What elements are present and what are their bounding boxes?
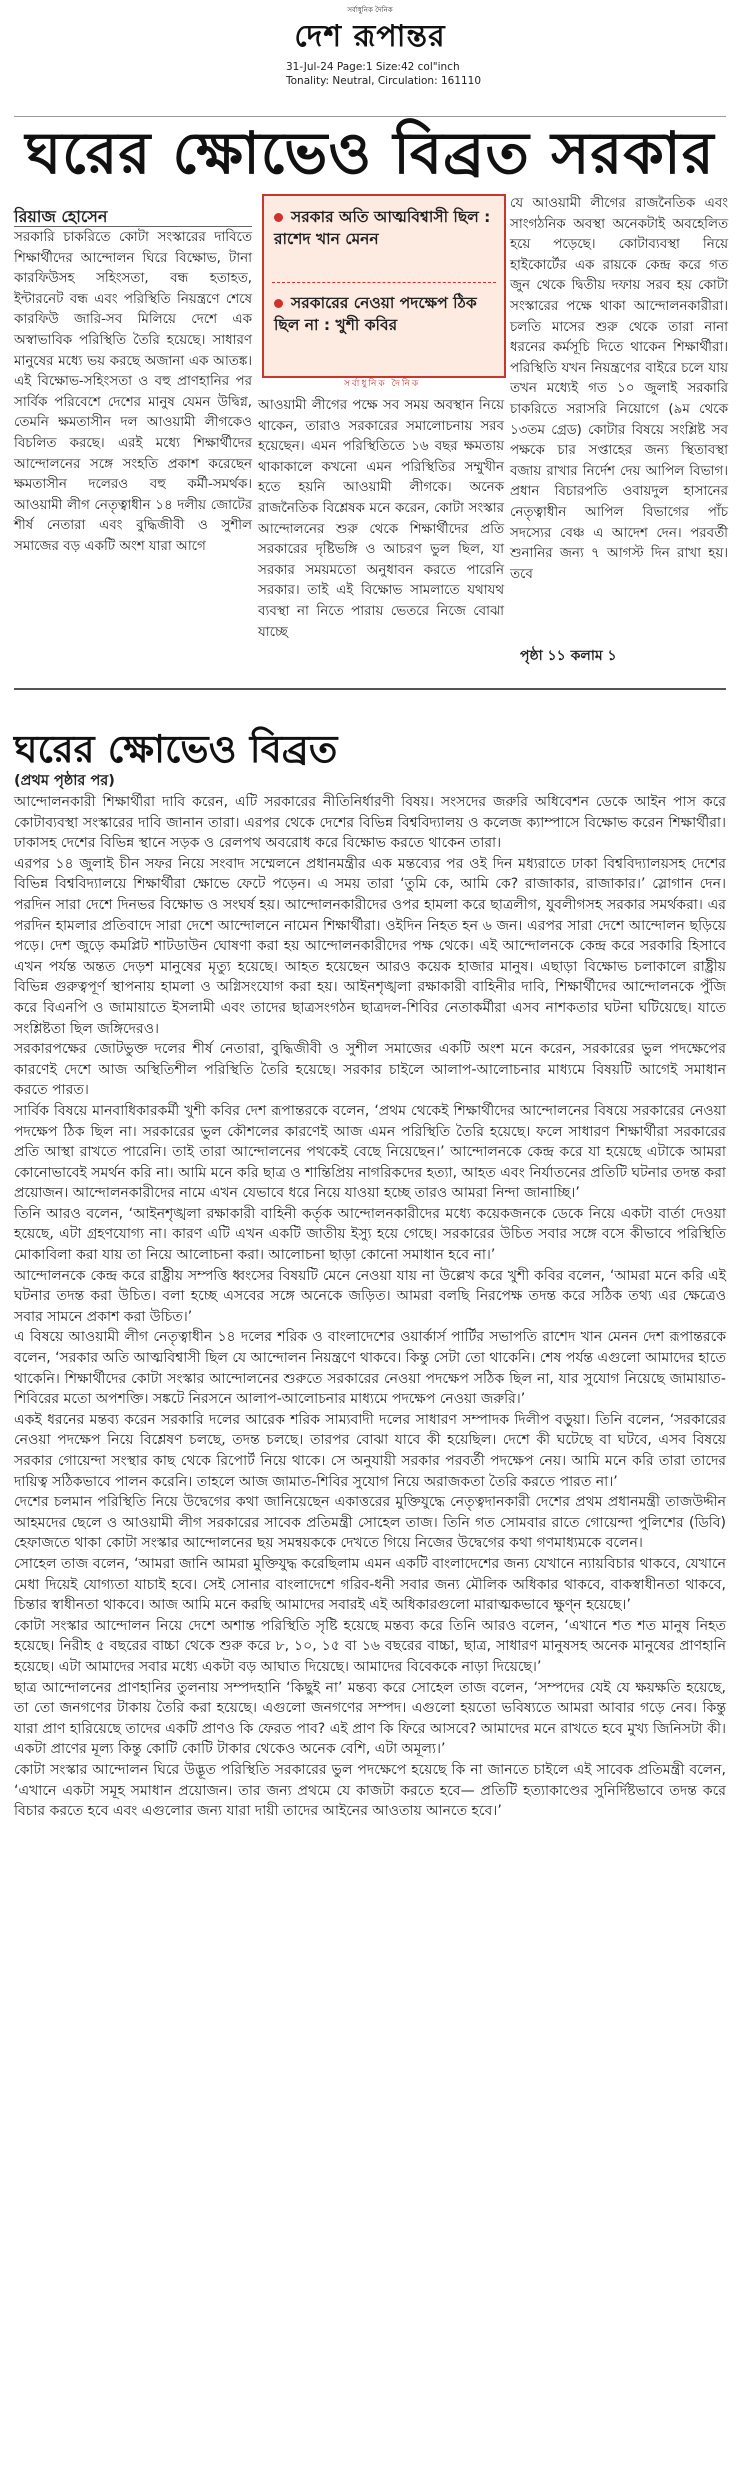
jump-headline: ঘরের ক্ষোভেও বিব্রত [14,727,338,771]
main-headline: ঘরের ক্ষোভেও বিব্রত সরকার [25,119,715,187]
masthead-tagline: সর্বাধুনিক দৈনিক [347,6,393,14]
article-column-3: যে আওয়ামী লীগের রাজনৈতিক এবং সাংগঠনিক অবস্থা অনেকটাই অবহেলিত হয়ে পড়েছে। কোটাব্যবস্থা নিয়ে হাইকোর্টের এক রায়কে কেন্দ্র করে গত জুন থেকে দ্বিতীয় দফায় সরব হয় কোটা সংস্কারের পক্ষে থাকা আন্দোলনকারীরা। চলতি মাসের শুরু থেকে তারা নানা ধরনের কর্মসূচি দিতে থাকেন শিক্ষার্থীরা। পরিস্থিতি যখন নিয়ন্ত্রণের বাইরে চলে যায় তখন মধ্যেই গত ১০ জুলাই সরকারি চাকরিতে সরাসরি নিয়োগে (৯ম থেকে ১৩তম গ্রেড) কোটার বিষয়ে সংশ্লিষ্ট সব পক্ষকে চার সপ্তাহের জন্য স্থিতাবস্থা বজায় রাখার নির্দেশ দেয় আপিল বিভাগ। প্রধান বিচারপতি ওবায়দুল হাসানের নেতৃত্বাধীন আপিল বিভাগের পাঁচ সদস্যের বেঞ্চ এ আদেশ দেন। পরবর্তী শুনানির জন্য ৭ আগস্ট দিন রাখা হয়। তবে [510,196,728,582]
jump-paragraph: ছাত্র আন্দোলনের প্রাণহানির তুলনায় সম্পদহানি ‘কিছুই না’ মন্তব্য করে সোহেল তাজ বলেন, ‘সম্পদের যেই যে ক্ষয়ক্ষতি হয়েছে, তা তো জনগণের টাকায় তৈরি করা হয়েছে। এগুলো জনগণের সম্পদ। এগুলো হয়তো ভবিষ্যতে আমরা আবার গড়ে নেব। কিন্তু যারা প্রাণ হারিয়েছে তাদের একটি প্রাণও কি ফেরত পাব? এই প্রাণ কি ফিরে আসবে? আমাদের মনে রাখতে হবে মুখ্য জিনিসটা কী। একটা প্রাণের মূল্য কিন্তু কোটি কোটি টাকার থেকেও অনেক বেশি, এটা অমূল্য।’ [14,1679,726,1758]
quote-divider [272,282,496,284]
jump-paragraph: আন্দোলনকারী শিক্ষার্থীরা দাবি করেন, এটি সরকারের নীতিনির্ধারণী বিষয়। সংসদের জরুরি অধিবেশন ডেকে আইন পাস করে কোটাব্যবস্থা সংস্কারের দাবি জানান তারা। এরপর থেকে দেশের বিভিন্ন বিশ্ববিদ্যালয় ও কলেজ ক্যাম্পাসে বিক্ষোভ করেন শিক্ষার্থীরা। ঢাকাসহ দেশের বিভিন্ন স্থানে সড়ক ও রেলপথ অবরোধ করে বিক্ষোভ করতে থাকেন তারা। [14,794,726,852]
jump-paragraph: তিনি আরও বলেন, ‘আইনশৃঙ্খলা রক্ষাকারী বাহিনী কর্তৃক আন্দোলনকারীদের মধ্যে কয়েকজনকে ডেকে নিয়ে একটা বার্তা দেওয়া হয়েছে, এটা গ্রহণযোগ্য না। কারণ এটি এখন একটি জাতীয় ইস্যু হয়ে গেছে। সরকারের উচিত সবার সঙ্গে বসে কীভাবে পরিস্থিতি মোকাবিলা করা যায় তা নিয়ে আলোচনা করা। আলোচনা ছাড়া কোনো সমাধান হবে না।’ [14,1205,726,1264]
byline: রিয়াজ হোসেন [14,207,108,226]
jump-body [14,792,726,1822]
jump-paragraph: এরপর ১৪ জুলাই চীন সফর নিয়ে সংবাদ সম্মেলনে প্রধানমন্ত্রীর এক মন্তব্যের পর ওই দিন মধ্যরাতে ঢাকা বিশ্ববিদ্যালয়সহ দেশের বিভিন্ন বিশ্ববিদ্যালয়ে শিক্ষার্থীরা ক্ষোভে ফেটে পড়েন। এ সময় তারা ‘তুমি কে, আমি কে? রাজাকার, রাজাকার।’ স্লোগান দেন। পরদিন সারা দেশে দিনভর বিক্ষোভ ও সংঘর্ষ হয়। আন্দোলনকারীদের ওপর হামলা করে ছাত্রলীগ, যুবলীগসহ সরকার সমর্থকরা। এর পরদিন হামলার প্রতিবাদে সারা দেশে আন্দোলনে নামেন শিক্ষার্থীরা। ওইদিন নিহত হন ৬ জন। এরপর সারা দেশে আন্দোলন ছড়িয়ে পড়ে। দেশ জুড়ে কমপ্লিট শাটডাউন ঘোষণা করা হয় আন্দোলনকারীদের পক্ষ থেকে। এই আন্দোলনকে কেন্দ্র করে সরকারি হিসাবে এখন পর্যন্ত অন্তত দেড়শ মানুষের মৃত্যু হয়েছে। আহত হয়েছেন আরও কয়েক হাজার মানুষ। এছাড়া বিক্ষোভ চলাকালে রাষ্ট্রীয় বিভিন্ন গুরুত্বপূর্ণ স্থাপনায় হামলা ও অগ্নিসংযোগ করা হয়। আইনশৃঙ্খলা রক্ষাকারী বাহিনীর দাবি, শিক্ষার্থীদের আন্দোলনকে পুঁজি করে বিএনপি ও জামায়াতে ইসলামী এবং তাদের ছাত্রসংগঠন ছাত্রদল-শিবির নেতাকর্মীরা এসব নাশকতার ঘটনা ঘটিয়েছে। যাতে সংশ্লিষ্টতা ছিল জঙ্গিদেরও। [14,855,726,1037]
jump-paragraph: আন্দোলনকে কেন্দ্র করে রাষ্ট্রীয় সম্পত্তি ধ্বংসের বিষয়টি মেনে নেওয়া যায় না উল্লেখ করে খুশী কবির বলেন, ‘আমরা মনে করি এই ঘটনার তদন্ত করা উচিত। বলা হচ্ছে এসবের সঙ্গে অনেকে জড়িত। আমরা বলছি নিরপেক্ষ তদন্ত করে সঠিক তথ্য এর ক্ষেত্রেও সবার সামনে প্রকাশ করা উচিত।’ [14,1267,726,1325]
newspaper-logo: দেশ রূপান্তর [294,19,446,54]
pull-quote-1-text: সরকার অতি আত্মবিশ্বাসী ছিল : রাশেদ খান মেনন [274,208,491,248]
continued-page-ref: পৃষ্ঠা ১১ কলাম ১ [520,648,617,664]
article-column-2: আওয়ামী লীগের পক্ষে সব সময় অবস্থান নিয়ে থাকেন, তারাও সরকারের সমালোচনায় সরব হয়েছেন। এমন পরিস্থিতিতে ১৬ বছর ক্ষমতায় থাকাকালে কখনো এমন পরিস্থিতির সম্মুখীন হতে হয়নি আওয়ামী লীগকে। অনেক রাজনৈতিক বিশ্লেষক মনে করেন, কোটা সংস্কার আন্দোলনের শুরু থেকে শিক্ষার্থীদের প্রতি সরকারের দৃষ্টিভঙ্গি ও আচরণ ভুল ছিল, যা সরকার সময়মতো অনুধাবন করতে পারেনি সরকার। তাই এই বিক্ষোভ সামলাতে যথাযথ ব্যবস্থা না নিতে পারায় ভেতরে নিজে বোঝা যাচ্ছে [258,398,504,640]
masthead-rule [14,116,726,117]
jump-paragraph: কোটা সংস্কার আন্দোলন ঘিরে উদ্ভূত পরিস্থিতি সরকারের ভুল পদক্ষেপে হয়েছে কি না জানতে চাইলে এই সাবেক প্রতিমন্ত্রী বলেন, ‘এখানে একটা সমূহ সমাধান প্রয়োজন। তার জন্য প্রথমে যে কাজটা করতে হবে— প্রতিটি হত্যাকাণ্ডের সুনির্দিষ্টভাবে তদন্ত করে বিচার করতে হবে এবং এগুলোর জন্য যারা দায়ী তাদের আইনের আওতায় আনতে হবে।’ [14,1761,726,1820]
bullet-icon [274,299,283,308]
jump-paragraph: এ বিষয়ে আওয়ামী লীগ নেতৃত্বাধীন ১৪ দলের শরিক ও বাংলাদেশের ওয়ার্কার্স পার্টির সভাপতি রাশেদ খান মেনন দেশ রূপান্তরকে বলেন, ‘সরকার অতি আত্মবিশ্বাসী ছিল যে আন্দোলন নিয়ন্ত্রণে থাকবে। কিন্তু সেটা তো থাকেনি। শেষ পর্যন্ত এগুলো আমাদের হাতে থাকেনি। শিক্ষার্থীদের কোটা সংস্কার আন্দোলনের শুরুতে সরকারের নেওয়া পদক্ষেপ সঠিক ছিল না, যার সুযোগ নিয়েছে জামায়াত-শিবিরের মতো অপশক্তি। সঙ্কটে নিরসনে আলাপ-আলোচনার মাধ্যমে পদক্ষেপ নেওয়া জরুরি।’ [14,1329,726,1408]
section-divider [14,688,726,690]
bullet-icon [274,213,283,222]
byline-rule [14,226,252,227]
pull-quote-2 [274,292,496,336]
jump-paragraph: সরকারপক্ষের জোটভুক্ত দলের শীর্ষ নেতারা, বুদ্ধিজীবী ও সুশীল সমাজের একটি অংশ মনে করেন, সরকারের ভুল পদক্ষেপের কারণেই দেশে আজ অস্থিতিশীল পরিস্থিতি তৈরি হয়েছে। সরকার চাইলে আলাপ-আলোচনার মাধ্যমে বিষয়টি আগেই সমাধান করতে পারত। [14,1041,726,1099]
quote-strip: সর্বাধুনিক দৈনিক [343,379,421,389]
continued-from-label: (প্রথম পৃষ্ঠার পর) [14,773,115,789]
jump-paragraph: একই ধরনের মন্তব্য করেন সরকারি দলের আরেক শরিক সাম্যবাদী দলের সাধারণ সম্পাদক দিলীপ বড়ুয়া। তিনি বলেন, ‘সরকারের নেওয়া পদক্ষেপ নিয়ে বিশ্লেষণ চলছে, তদন্ত চলছে। তারপর বোঝা যাবে কী হয়েছিল। দেশে কী ঘটেছে বা ঘটবে, এসব বিষয়ে সরকার গোয়েন্দা সংস্থার কাছ থেকে রিপোর্ট নিয়ে থাকে। সে অনুযায়ী সরকার পরবর্তী পদক্ষেপ নেয়। আমি মনে করি তারা তাদের দায়িত্ব সঠিকভাবে পালন করেনি। তাহলে আজ জামাত-শিবির সুযোগ নিয়ে অরাজকতা তৈরি করতে পারত না।’ [14,1411,726,1490]
pull-quote-1 [274,206,496,250]
pull-quote-2-text: সরকারের নেওয়া পদক্ষেপ ঠিক ছিল না : খুশী কবির [274,294,477,334]
jump-paragraph: কোটা সংস্কার আন্দোলন নিয়ে দেশে অশান্ত পরিস্থিতি সৃষ্টি হয়েছে মন্তব্য করে তিনি আরও বলেন, ‘এখানে শত শত মানুষ নিহত হয়েছে। নিরীহ ৫ বছরের বাচ্চা থেকে শুরু করে ৮, ১০, ১৫ বা ১৬ বছরের বাচ্চা, ছাত্র, সাধারণ মানুষসহ অনেক মানুষের প্রাণহানি হয়েছে। এটা আমাদের সবার মধ্যে একটা বড় আঘাত দিয়েছে। আমাদের বিবেককে নাড়া দিয়েছে।’ [14,1617,726,1675]
jump-paragraph: দেশের চলমান পরিস্থিতি নিয়ে উদ্বেগের কথা জানিয়েছেন একাত্তরের মুক্তিযুদ্ধে নেতৃত্বদানকারী দেশের প্রথম প্রধানমন্ত্রী তাজউদ্দীন আহমদের ছেলে ও আওয়ামী লীগ সরকারের সাবেক প্রতিমন্ত্রী সোহেল তাজ। তিনি গত সোমবার রাতে গোয়েন্দা পুলিশের (ডিবি) হেফাজতে থাকা কোটা সংস্কার আন্দোলনের ছয় সমন্বয়ককে দেখতে গিয়ে নিজের উদ্বেগের কথা গণমাধ্যমকে বলেন। [14,1494,726,1552]
meta-tonality: Tonality: Neutral, Circulation: 161110 [286,75,482,87]
jump-paragraph: সার্বিক বিষয়ে মানবাধিকারকর্মী খুশী কবির দেশ রূপান্তরকে বলেন, ‘প্রথম থেকেই শিক্ষার্থীদের আন্দোলনের বিষয়ে সরকারের নেওয়া পদক্ষেপ ঠিক ছিল না। সরকারের ভুল কৌশলের কারণেই আজ এমন পরিস্থিতি তৈরি হয়েছে। ফলে সাধারণ শিক্ষার্থীরা সরকারের প্রতি আস্থা রাখতে পারেনি। তাই তারা আন্দোলনের পথকেই বেছে নিয়েছেন।’ আন্দোলনকে কেন্দ্র করে যা হয়েছে এটাকে আমরা কোনোভাবেই সমর্থন করি না। আমি মনে করি ছাত্র ও শান্তিপ্রিয় নাগরিকদের হত্যা, আহত এবং নির্যাতনের প্রতিটি ঘটনার তদন্ত করা প্রয়োজন। আন্দোলনকারীদের নামে এখন যেভাবে ধরে নিয়ে যাওয়া হচ্ছে তারও আমরা নিন্দা জানাচ্ছি।’ [14,1102,726,1202]
clipping-meta [286,60,481,88]
masthead [0,0,740,118]
jump-paragraph: সোহেল তাজ বলেন, ‘আমরা জানি আমরা মুক্তিযুদ্ধ করেছিলাম এমন একটি বাংলাদেশের জন্য যেখানে ন্যায়বিচার থাকবে, যেখানে মেধা দিয়েই যোগ্যতা যাচাই হবে। সেই সোনার বাংলাদেশে গরিব-ধনী সবার জন্য মৌলিক অধিকার থাকবে, বাকস্বাধীনতা থাকবে, চিন্তার স্বাধীনতা থাকবে। আজ আমি মনে করছি আমাদের সবারই এই অধিকারগুলো মারাত্মকভাবে ক্ষুণ্ন হয়েছে।’ [14,1555,726,1614]
meta-date-page: 31-Jul-24 Page:1 Size:42 col"inch [286,61,460,73]
pull-quote-box [262,194,506,378]
article-column-1: সরকারি চাকরিতে কোটা সংস্কারের দাবিতে শিক্ষার্থীদের আন্দোলন ঘিরে বিক্ষোভ, টানা কারফিউসহ সহিংসতা, বন্ধ হতাহত, ইন্টারনেট বন্ধ এবং পরিস্থিতি নিয়ন্ত্রণে শেষে কারফিউ জারি-সব মিলিয়ে দেশে এক অস্বাভাবিক পরিস্থিতি তৈরি হয়েছে। সাধারণ মানুষের মধ্যে ভয় করছে অজানা এক আতঙ্ক। এই বিক্ষোভ-সহিংসতা ও বহু প্রাণহানির পর সার্বিক পরিবেশে দেশের মানুষ যেমন উদ্বিগ্ন, তেমনি ক্ষমতাসীন দল আওয়ামী লীগকেও বিচলিত করছে। এরই মধ্যে শিক্ষার্থীদের আন্দোলনের সঙ্গে সংহতি প্রকাশ করেছেন ক্ষমতাসীন দলেরও বহু কর্মী-সমর্থক। আওয়ামী লীগ নেতৃত্বাধীন ১৪ দলীয় জোটের শীর্ষ নেতারা এবং বুদ্ধিজীবী ও সুশীল সমাজের বড় একটি অংশ যারা আগে [14,230,252,554]
